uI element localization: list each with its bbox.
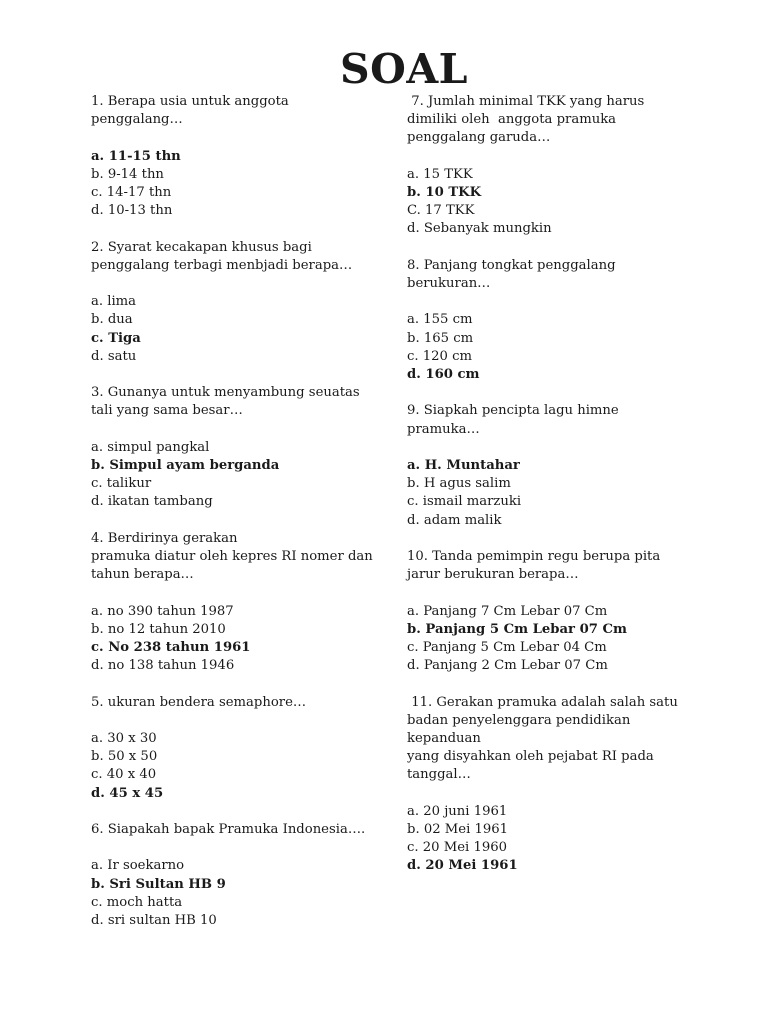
- question-block: [91, 821, 381, 930]
- answer-option: c. 20 Mei 1960: [407, 840, 508, 856]
- answer-option: a. 155 cm: [407, 312, 473, 328]
- answer-option: b. H agus salim: [407, 476, 511, 492]
- left-question-column: [91, 93, 381, 948]
- answer-option: c. Panjang 5 Cm Lebar 04 Cm: [407, 639, 607, 655]
- answer-option: c. moch hatta: [91, 894, 183, 910]
- question-block: [407, 548, 687, 675]
- answer-option: d. Panjang 2 Cm Lebar 07 Cm: [407, 658, 608, 674]
- answer-option: c. 120 cm: [407, 348, 473, 364]
- question-text: 8. Panjang tongkat penggalang berukuran…: [407, 257, 616, 291]
- answer-option: c. 40 x 40: [91, 767, 157, 783]
- answer-option-correct: b. Panjang 5 Cm Lebar 07 Cm: [407, 621, 627, 637]
- answer-option: a. lima: [91, 294, 137, 310]
- question-block: [91, 384, 381, 511]
- question-block: [407, 257, 687, 384]
- question-block: [91, 694, 381, 803]
- answer-option: b. dua: [91, 312, 133, 328]
- answer-option: a. 20 juni 1961: [407, 803, 508, 819]
- question-text: 4. Berdirinya gerakan pramuka diatur oleh kepres RI nomer dan tahun berapa…: [91, 530, 373, 583]
- question-block: [91, 239, 381, 366]
- answer-option-correct: c. Tiga: [91, 330, 141, 346]
- question-block: [91, 93, 381, 220]
- question-text: 5. ukuran bendera semaphore…: [91, 694, 307, 710]
- answer-option: c. ismail marzuki: [407, 494, 522, 510]
- answer-option: d. satu: [91, 348, 137, 364]
- question-text: 3. Gunanya untuk menyambung seuatas tali yang sama besar…: [91, 385, 360, 419]
- answer-option: a. Ir soekarno: [91, 858, 185, 874]
- answer-option-correct: d. 160 cm: [407, 367, 480, 382]
- answer-option: d. Sebanyak mungkin: [407, 221, 552, 237]
- answer-option-correct: b. Simpul ayam berganda: [91, 457, 280, 473]
- question-text: 1. Berapa usia untuk anggota penggalang…: [91, 94, 289, 128]
- question-block: [91, 530, 381, 676]
- answer-option: C. 17 TKK: [407, 203, 475, 219]
- question-block: [407, 694, 687, 876]
- answer-option: b. no 12 tahun 2010: [91, 621, 226, 637]
- answer-option: b. 02 Mei 1961: [407, 821, 509, 837]
- question-text: 9. Siapkah pencipta lagu himne pramuka…: [407, 403, 619, 437]
- answer-option-correct: b. Sri Sultan HB 9: [91, 876, 226, 892]
- answer-option-correct: d. 20 Mei 1961: [407, 858, 518, 874]
- answer-option: c. talikur: [91, 476, 152, 492]
- question-text: 2. Syarat kecakapan khusus bagi penggalang terbagi menbjadi berapa…: [91, 239, 353, 273]
- question-text: 11. Gerakan pramuka adalah salah satu badan penyelenggara pendidikan kepanduan yang disyahkan oleh pejabat RI pada tanggal…: [407, 694, 678, 783]
- answer-option-correct: b. 10 TKK: [407, 185, 482, 200]
- answer-option: a. simpul pangkal: [91, 439, 210, 455]
- answer-option: a. 30 x 30: [91, 730, 157, 746]
- answer-option: a. no 390 tahun 1987: [91, 603, 234, 619]
- answer-option-correct: d. 45 x 45: [91, 785, 164, 801]
- answer-option-correct: a. 11-15 thn: [91, 148, 181, 164]
- question-block: [407, 93, 687, 239]
- answer-option: d. no 138 tahun 1946: [91, 658, 235, 674]
- question-text: 6. Siapakah bapak Pramuka Indonesia….: [91, 821, 366, 837]
- answer-option: a. Panjang 7 Cm Lebar 07 Cm: [407, 603, 608, 619]
- answer-option: d. sri sultan HB 10: [91, 912, 217, 928]
- right-question-column: [407, 93, 687, 894]
- answer-option: a. 15 TKK: [407, 166, 473, 182]
- answer-option: d. ikatan tambang: [91, 494, 213, 510]
- answer-option: d. adam malik: [407, 512, 502, 528]
- question-block: [407, 402, 687, 529]
- answer-option: b. 165 cm: [407, 330, 474, 346]
- answer-option-correct: a. H. Muntahar: [407, 457, 520, 473]
- page-title: SOAL: [340, 45, 468, 94]
- answer-option: b. 9-14 thn: [91, 166, 164, 182]
- answer-option: b. 50 x 50: [91, 749, 158, 765]
- answer-option-correct: c. No 238 tahun 1961: [91, 639, 251, 655]
- question-text: 7. Jumlah minimal TKK yang harus dimiliki oleh anggota pramuka penggalang garuda…: [407, 94, 645, 146]
- question-text: 10. Tanda pemimpin regu berupa pita jarur berukuran berapa…: [407, 548, 661, 583]
- answer-option: c. 14-17 thn: [91, 185, 172, 200]
- answer-option: d. 10-13 thn: [91, 203, 173, 219]
